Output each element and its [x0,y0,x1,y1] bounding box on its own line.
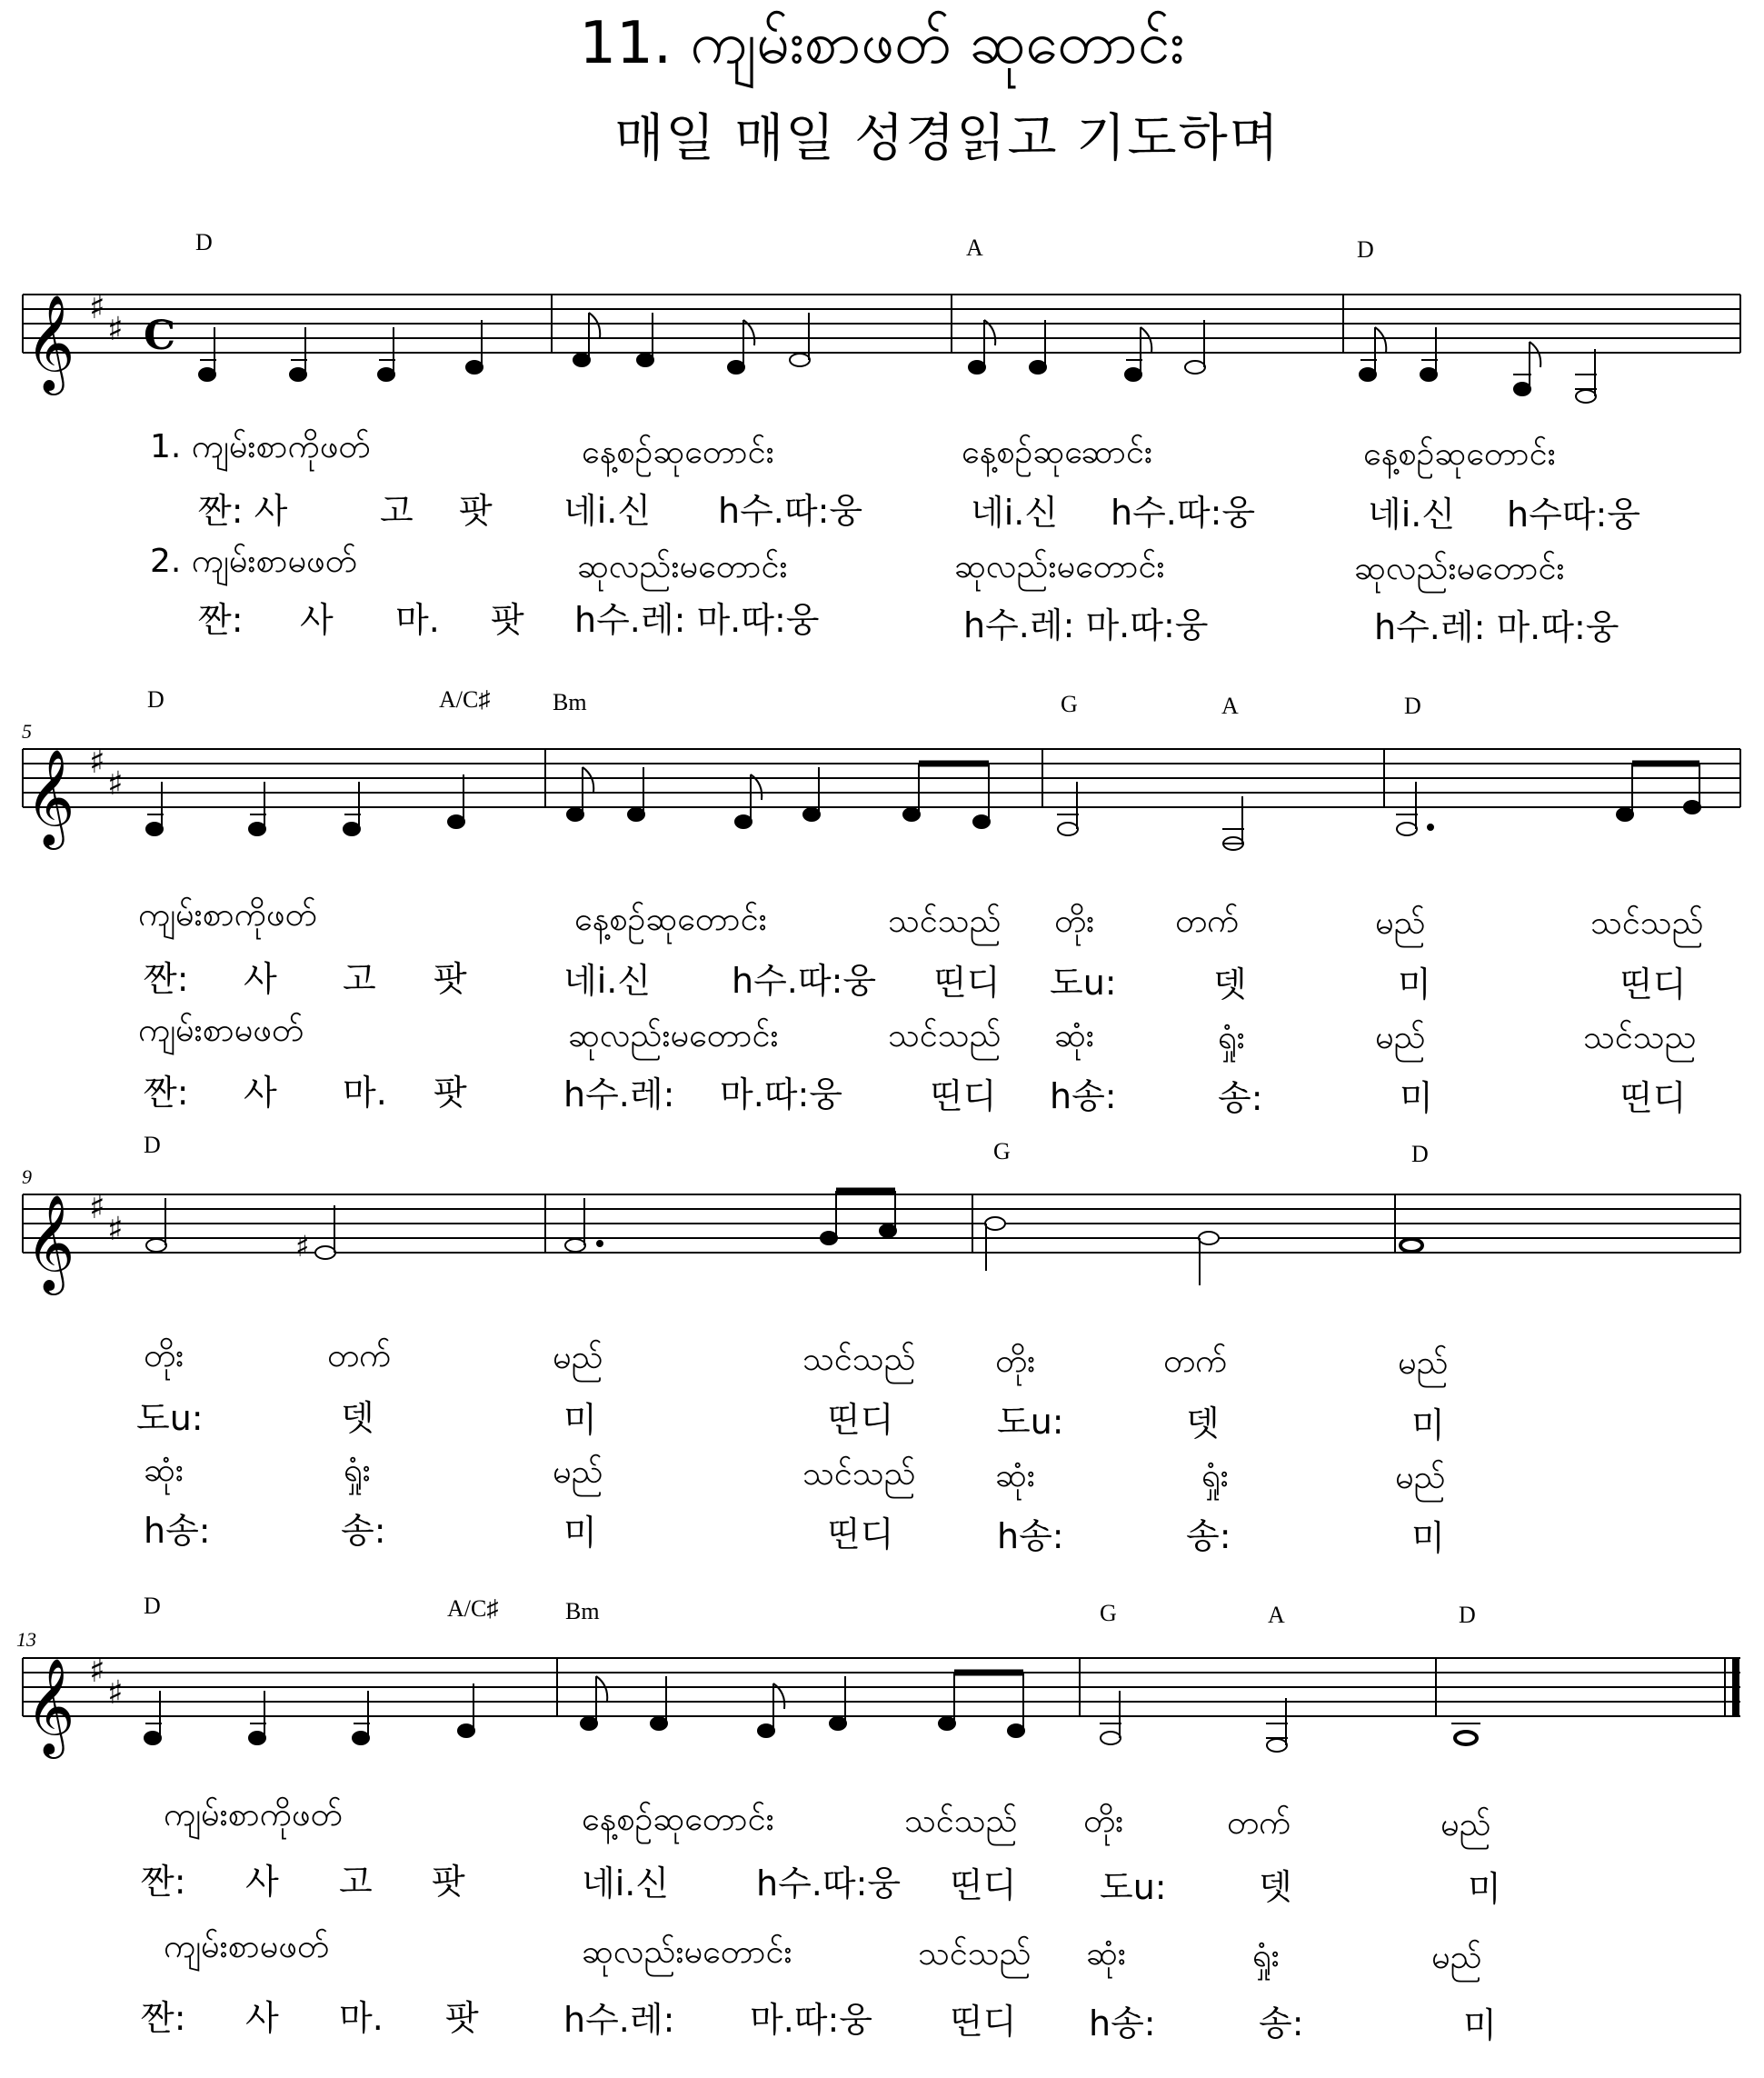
chord-symbol: D [195,229,213,255]
lyric-syllable: ကျမ်းစာမဖတ် [138,1012,304,1049]
lyric-syllable: တက် [1227,1804,1291,1842]
note [1455,1732,1477,1744]
lyric-syllable: 네i.신 [1368,495,1456,534]
lyric-syllable: h송: [1050,1076,1117,1116]
staff-system-4 [0,1636,1764,1800]
note [315,1246,335,1259]
note [581,1717,597,1730]
note [448,815,464,828]
lyric-syllable: 1. ကျမ်းစာကိုဖတ် [150,428,371,465]
lyric-syllable: ဆုံး [1086,1935,1126,1973]
note [567,808,583,821]
chord-symbol: D [1411,1141,1429,1167]
lyric-syllable: h수.레: 마.따:웅 [1374,607,1619,647]
lyric-syllable: 띤디 [933,963,1001,1003]
lyric-syllable: 송: [1259,2003,1304,2043]
lyric-syllable: မည် [553,1454,603,1491]
chord-symbol: A [966,235,983,261]
lyric-syllable: 도u: [1050,963,1117,1003]
note [1684,801,1700,814]
lyric-syllable: သင်သည် [802,1455,916,1493]
note [466,361,483,374]
note [573,354,590,366]
lyric-syllable: သင်သည် [802,1341,916,1378]
lyric-syllable: တိုး [1054,903,1095,940]
note [969,361,985,374]
chord-symbol: A/C♯ [447,1595,499,1622]
lyric-syllable: h송: [144,1511,211,1551]
lyric-syllable: 띤디 [950,2002,1017,2042]
staff-lines [23,295,1740,353]
chord-symbol: A [1221,693,1239,719]
sharp-f-icon: ♯ [89,1189,105,1226]
note [1199,1232,1219,1244]
lyric-syllable: 팟 [434,959,467,999]
note [790,354,810,366]
lyric-syllable: 송: [1218,1078,1263,1118]
chord-symbol: A [1268,1602,1285,1628]
lyric-syllable: 짠: [198,600,244,640]
lyric-syllable: တက် [1163,1343,1228,1380]
lyric-syllable: နေ့စဉ်ဆုတောင်း [582,434,774,471]
lyric-syllable: သင်သည် [1590,904,1704,942]
lyric-syllable: 마.따:웅 [750,2000,873,2040]
note [651,1717,667,1730]
sharp-c-icon: ♯ [107,765,124,803]
lyric-syllable: 송: [341,1511,386,1551]
lyric-syllable: 사 [245,1998,279,2038]
sharp-accidental-icon: ♯ [295,1229,310,1264]
chord-symbol: G [1061,691,1078,717]
note [1008,1724,1024,1737]
note [1125,368,1141,381]
treble-clef-icon: 𝄞 [25,1194,75,1291]
lyric-syllable: ကျမ်းစာကိုဖတ် [138,896,317,934]
note [830,1717,846,1730]
treble-clef-icon: 𝄞 [25,1657,75,1754]
lyric-syllable: သင်သည် [918,1935,1031,1973]
treble-clef-icon: 𝄞 [25,294,75,391]
chord-symbol: G [1100,1600,1117,1626]
note [146,823,163,835]
lyric-syllable: ရှုံး [344,1452,371,1489]
lyric-syllable: 미 [563,1400,597,1440]
song-title: 11. ကျမ်းစာဖတ် ဆုတောင်း [579,10,1185,77]
note [985,1217,1005,1230]
lyric-syllable: သင်သည် [888,903,1002,940]
lyric-syllable: 사 [244,959,277,999]
lyric-syllable: h송: [1089,2003,1156,2043]
lyric-syllable: 마. [339,1998,384,2038]
note [758,1724,774,1737]
note [1030,361,1046,374]
lyric-syllable: h수.따:웅 [1111,493,1256,533]
lyric-syllable: ဆုံး [1054,1017,1094,1054]
lyric-syllable: ဆုံး [144,1452,184,1489]
lyric-syllable: 사 [244,1073,277,1113]
chord-symbol: Bm [553,689,587,715]
note [821,1232,837,1244]
lyric-syllable: 팟 [459,491,493,531]
note [378,368,394,381]
sharp-c-icon: ♯ [107,311,124,348]
note [1397,823,1417,835]
lyric-syllable: သင်သည [1583,1019,1697,1056]
lyric-syllable: 네i.신 [563,961,652,1001]
lyric-syllable: ဆုလည်းမတောင်း [1354,550,1565,587]
lyric-syllable: h수.따:웅 [732,961,877,1001]
note [344,823,360,835]
lyric-syllable: 팟 [434,1073,467,1113]
sharp-c-icon: ♯ [107,1211,124,1248]
lyric-syllable: h수.레: 마.따:웅 [574,600,820,640]
note [1400,1239,1422,1252]
lyric-syllable: ကျမ်းစာကိုဖတ် [164,1796,343,1833]
chord-symbol: G [993,1138,1011,1164]
final-barline [1732,1658,1739,1716]
note [939,1717,955,1730]
lyric-syllable: 도u: [997,1402,1064,1442]
lyric-syllable: 미 [563,1513,597,1553]
measure-number: 9 [22,1165,32,1188]
lyric-syllable: 띤디 [930,1076,997,1116]
note [146,1239,166,1252]
lyric-syllable: 짠: [144,959,189,999]
note [565,1239,585,1252]
note [290,368,306,381]
lyric-syllable: 네i.신 [971,493,1059,533]
lyric-syllable: ဆုလည်းမတောင်း [568,1017,779,1054]
lyric-syllable: 네i.신 [582,1863,670,1903]
lyric-syllable: 도u: [136,1398,204,1438]
note [735,815,752,828]
lyric-syllable: သင်သည် [904,1803,1018,1840]
staff-system-2 [0,727,1764,891]
sharp-f-icon: ♯ [89,289,105,326]
note [728,361,744,374]
lyric-syllable: 띤디 [827,1514,894,1554]
lyric-syllable: 고 [380,491,414,531]
lyric-syllable: 마. [343,1073,387,1113]
lyric-syllable: မည် [1398,1344,1449,1382]
lyric-syllable: h수.레: [563,2000,675,2040]
note [249,1732,265,1744]
lyric-syllable: မည် [1375,1019,1426,1056]
lyric-syllable: h수따:웅 [1507,495,1641,534]
lyric-syllable: 뎃 [1259,1867,1292,1907]
lyric-syllable: 띤디 [950,1865,1017,1905]
lyric-syllable: 고 [339,1862,373,1902]
note [1185,361,1205,374]
chord-symbol: D [144,1593,161,1619]
sharp-f-icon: ♯ [89,1653,105,1690]
lyric-syllable: မည် [553,1339,603,1376]
lyric-syllable: ဆုလည်းမတောင်း [577,548,788,585]
lyric-syllable: မည် [1395,1459,1446,1496]
lyric-syllable: 뎃 [1213,964,1247,1004]
lyric-syllable: ကျမ်းစာမဖတ် [164,1928,329,1965]
lyric-syllable: မည် [1440,1806,1491,1843]
lyric-syllable: 미 [1411,1518,1445,1558]
lyric-syllable: 뎃 [1186,1404,1220,1444]
lyric-syllable: 뎃 [341,1398,374,1438]
staff-system-3 [0,1173,1764,1336]
lyric-syllable: 2. ကျမ်းစာမဖတ် [150,543,357,580]
lyric-syllable: မည် [1375,904,1426,942]
lyric-syllable: တက် [1175,903,1240,940]
lyric-syllable: 짠: [141,1862,186,1902]
note [1058,823,1078,835]
treble-clef-icon: 𝄞 [25,748,75,845]
note [1360,368,1376,381]
lyric-syllable: ရှုံး [1201,1457,1229,1494]
lyric-syllable: 고 [343,959,376,999]
lyric-syllable: 띤디 [1619,964,1687,1004]
note [903,808,920,821]
lyric-syllable: သင်သည် [888,1017,1002,1054]
lyric-syllable: 팟 [491,600,524,640]
lyric-syllable: 팟 [445,1998,479,2038]
lyric-syllable: 미 [1398,964,1431,1004]
common-time-icon: C [144,313,176,359]
note [1267,1739,1287,1752]
sharp-c-icon: ♯ [107,1674,124,1712]
lyric-syllable: တိုး [1083,1803,1124,1840]
measure-number: 13 [16,1628,36,1651]
chord-symbol: D [1404,693,1421,719]
lyric-syllable: နေ့စဉ်ဆုတောင်း [574,901,767,938]
lyric-syllable: 팟 [432,1862,465,1902]
note [145,1732,161,1744]
note [973,815,990,828]
note [458,1724,474,1737]
lyric-syllable: 미 [1468,1869,1501,1909]
lyric-syllable: 마.따:웅 [720,1074,843,1114]
lyric-syllable: h송: [997,1516,1064,1556]
lyric-syllable: 사 [300,600,334,640]
note [803,808,820,821]
lyric-syllable: 짠: [144,1073,189,1113]
lyric-syllable: h수.따:웅 [756,1863,902,1903]
staff-lines [23,749,1740,807]
note [637,354,653,366]
lyric-syllable: 네i.신 [563,491,652,531]
note [628,808,644,821]
chord-symbol: D [144,1132,161,1158]
note [1576,390,1596,403]
lyric-syllable: တိုး [995,1343,1036,1380]
chord-symbol: D [147,686,164,713]
lyric-syllable: ဆုလည်းမတောင်း [582,1933,792,1971]
note [1617,808,1633,821]
lyric-syllable: 미 [1463,2005,1497,2045]
lyric-syllable: ရှုံး [1252,1937,1280,1974]
note [1420,368,1437,381]
lyric-syllable: နေ့စဉ်ဆုတောင်း [582,1801,774,1838]
note [353,1732,369,1744]
lyric-syllable: 미 [1411,1405,1445,1445]
lyric-syllable: မည် [1431,1939,1482,1976]
lyric-syllable: 송: [1186,1516,1231,1556]
note [1101,1732,1121,1744]
notes [145,1673,1480,1752]
lyric-syllable: h수.레: 마.따:웅 [963,605,1209,645]
lyric-syllable: 짠: 사 [198,491,288,531]
lyric-syllable: တက် [327,1337,392,1374]
lyric-syllable: 띤디 [1619,1078,1687,1118]
lyric-syllable: ဆုံး [995,1457,1035,1494]
song-subtitle: 매일 매일 성경읽고 기도하며 [614,109,1281,168]
measure-number: 5 [22,720,32,743]
lyric-syllable: နေ့စဉ်ဆုဆောင်း [962,434,1153,471]
staff-lines [23,1194,1740,1253]
lyric-syllable: h수.따:웅 [718,491,863,531]
staff-lines [23,1658,1740,1716]
lyric-syllable: ရှုံး [1218,1019,1245,1056]
lyric-syllable: နေ့စဉ်ဆုတောင်း [1363,435,1556,473]
lyric-syllable: 짠: [141,1998,186,2038]
staff-system-1 [0,0,1764,436]
sharp-f-icon: ♯ [89,744,105,781]
lyric-syllable: 미 [1400,1078,1433,1118]
lyric-syllable: 사 [245,1862,279,1902]
lyric-syllable: 띤디 [827,1400,894,1440]
note [880,1224,896,1237]
chord-symbol: D [1459,1602,1476,1628]
note [249,823,265,835]
note [199,368,215,381]
lyric-syllable: 마. [395,600,440,640]
chord-symbol: D [1357,236,1374,263]
lyric-syllable: h수.레: [563,1074,675,1114]
lyric-syllable: တိုး [144,1337,184,1374]
lyric-syllable: ဆုလည်းမတောင်း [954,548,1165,585]
lyric-syllable: 도u: [1100,1867,1167,1907]
chord-symbol: A/C♯ [439,686,491,713]
notes [199,313,1597,403]
chord-symbol: Bm [565,1598,600,1624]
